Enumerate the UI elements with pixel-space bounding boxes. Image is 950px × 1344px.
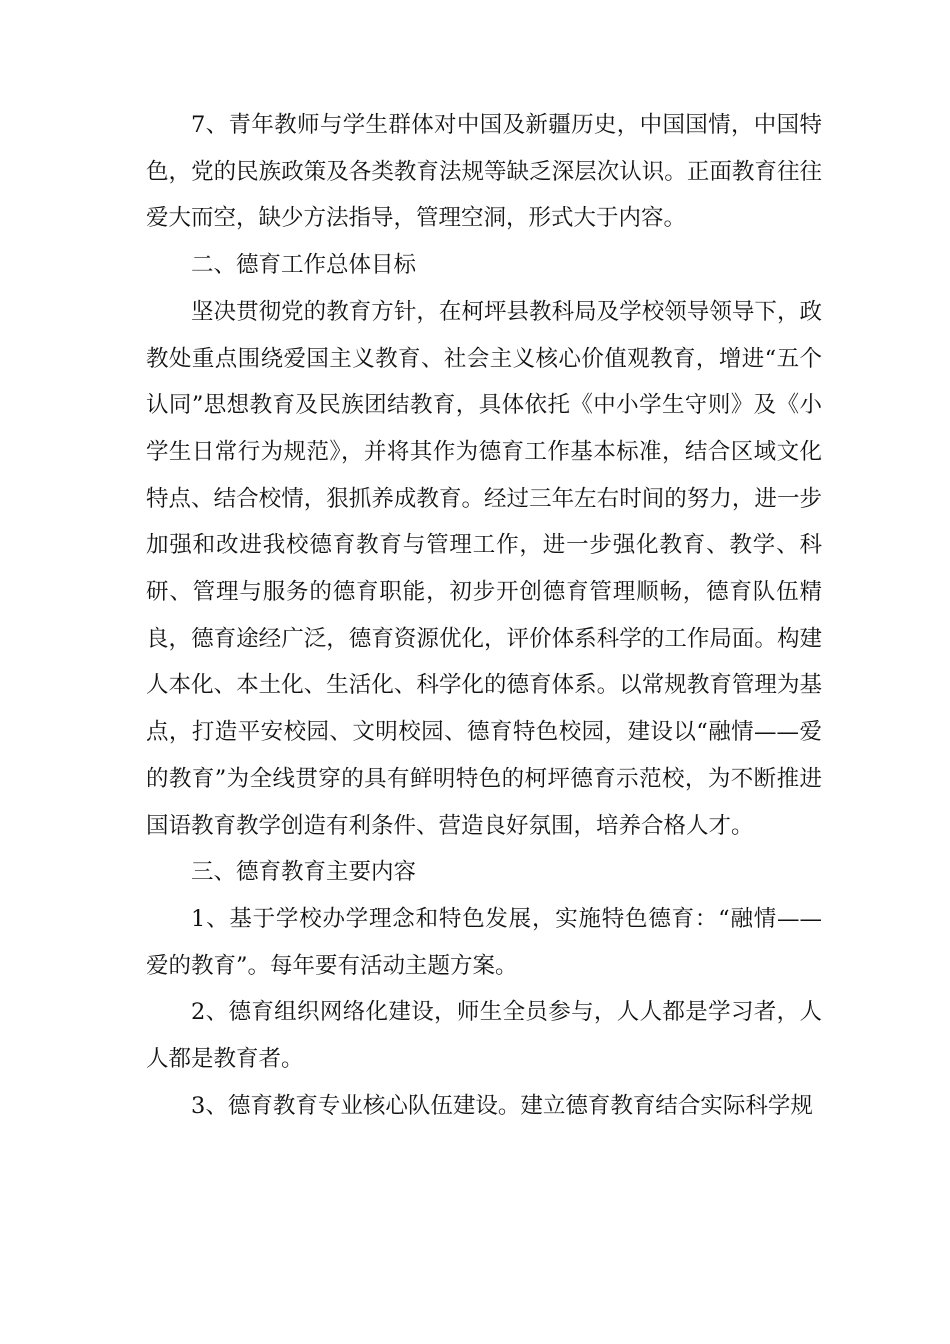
section-heading-goals: 二、德育工作总体目标: [191, 252, 417, 279]
paragraph-item-7: 7、青年教师与学生群体对中国及新疆历史，中国国情，中国特色，党的民族政策及各类教育法规等缺乏深层次认识。正面教育往往爱大而空，缺少方法指导，管理空洞，形式大于内容。: [146, 112, 822, 232]
paragraph-item-1: 1、基于学校办学理念和特色发展，实施特色德育：“融情——爱的教育”。每年要有活动主题方案。: [146, 905, 822, 979]
paragraph-item-2: 2、德育组织网络化建设，师生全员参与，人人都是学习者，人人都是教育者。: [146, 999, 822, 1073]
document-body: [146, 102, 822, 1129]
paragraph-goals: 坚决贯彻党的教育方针，在柯坪县教科局及学校领导领导下，政教处重点围绕爱国主义教育、社会主义核心价值观教育，增进“五个认同”思想教育及民族团结教育，具体依托《中小学生守则》及《小学生日常行为规范》，并将其作为德育工作基本标准，结合区域文化特点、结合校情，狠抓养成教育。经过三年左右时间的努力，进一步加强和改进我校德育教育与管理工作，进一步强化教育、教学、科研、管理与服务的德育职能，初步开创德育管理顺畅，德育队伍精良，德育途经广泛，德育资源优化，评价体系科学的工作局面。构建人本化、本土化、生活化、科学化的德育体系。以常规教育管理为基点，打造平安校园、文明校园、德育特色校园，建设以“融情——爱的教育”为全线贯穿的具有鲜明特色的柯坪德育示范校，为不断推进国语教育教学创造有利条件、营造良好氛围，培养合格人才。: [146, 298, 822, 839]
section-heading-content: 三、德育教育主要内容: [191, 859, 417, 886]
paragraph-item-3: 3、德育教育专业核心队伍建设。建立德育教育结合实际科学规: [191, 1092, 813, 1119]
